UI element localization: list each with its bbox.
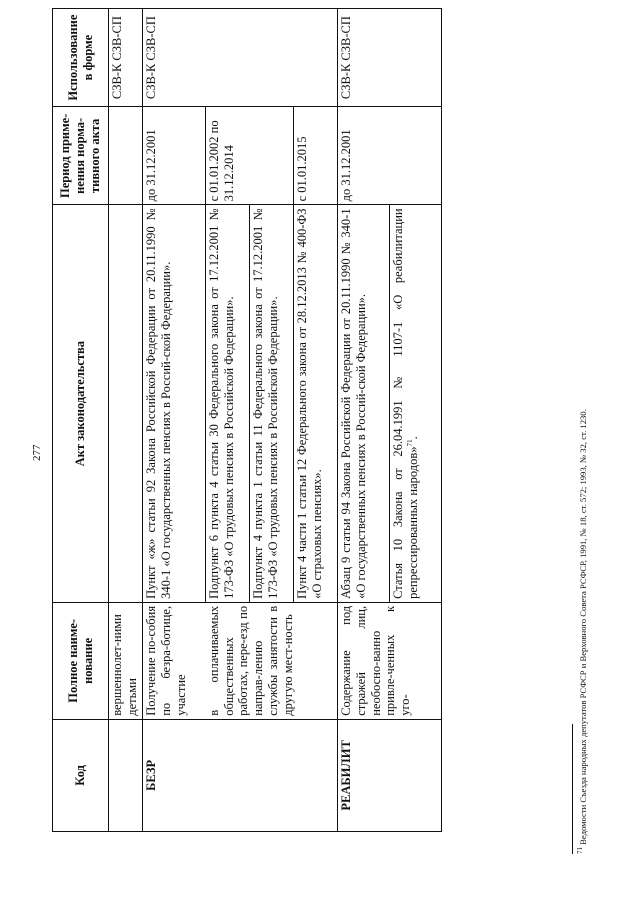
table-row-bezr-2	[206, 9, 250, 832]
cell-act-empty	[109, 205, 143, 602]
act-reabilit-2-text: Статья 10 Закона от 26.04.1991 № 1107-1 «О реабилитации репрессированных народов»	[390, 208, 420, 599]
cell-act-bezr-1: Пункт «ж» статьи 92 Закона Российской Федерации от 20.11.1990 № 340-1 «О государственных пенсиях в Россий-ской Федерации».	[143, 205, 206, 602]
act-reabilit-2-end: .	[405, 436, 420, 440]
footnote-text: Ведомости Съезда народных депутатов РСФСР и Верховного Совета РСФСР, 1991, № 18, ст. 572; 1993, № 32, ст. 1230.	[577, 409, 588, 847]
footnote-block	[560, 40, 600, 860]
footnote-rule	[572, 724, 573, 854]
header-full-name: Полное наиме-нование	[53, 602, 109, 719]
cell-usage-bezr: СЗВ-К СЗВ-СП	[143, 9, 338, 107]
cell-act-reabilit-2	[389, 205, 441, 602]
header-usage: Использование в форме	[53, 9, 109, 107]
footnote-mark: 71	[576, 847, 584, 854]
cell-usage-reabilit: СЗВ-К СЗВ-СП	[338, 9, 442, 107]
cell-usage-continuation: СЗВ-К СЗВ-СП	[109, 9, 143, 107]
cell-act-bezr-4: Пункт 4 части 1 статьи 12 Федерального закона от 28.12.2013 № 400-ФЗ «О страховых пенсиях».	[294, 205, 338, 602]
cell-code-bezr: БЕЗР	[143, 719, 338, 831]
cell-code-empty	[109, 719, 143, 831]
cell-full-name-continuation: вершеннолет-ними детьми	[109, 602, 143, 719]
table-row-reabilit-1	[338, 9, 390, 832]
header-code: Код	[53, 719, 109, 831]
table-row-bezr-1	[143, 9, 206, 832]
cell-full-name-bezr-1: Получение по-собия по безра-ботице, участие	[143, 602, 206, 719]
cell-period-bezr-1: до 31.12.2001	[143, 107, 206, 205]
legislation-table	[52, 8, 442, 832]
rotated-page	[52, 6, 450, 848]
cell-full-name-bezr-2: в оплачиваемых общественных работах, пере-езд по направ-лению службы занятости в другую мест-ность	[206, 602, 338, 719]
cell-period-reabilit: до 31.12.2001	[338, 107, 442, 205]
footnote-ref: 71	[405, 439, 414, 447]
cell-act-bezr-3: Подпункт 4 пункта 1 статьи 11 Федерального закона от 17.12.2001 № 173-ФЗ «О трудовых пенсиях в Российской Федерации».	[250, 205, 294, 602]
header-act: Акт законодательства	[53, 205, 109, 602]
cell-period-bezr-2: с 01.01.2002 по 31.12.2014	[206, 107, 294, 205]
footnote	[576, 409, 588, 854]
page-number: 277	[31, 444, 43, 461]
cell-period-bezr-4: с 01.01.2015	[294, 107, 338, 205]
cell-period-empty	[109, 107, 143, 205]
cell-full-name-reabilit: Содержание под стражей лиц, необосно-ванно привле-ченных к уго-	[338, 602, 442, 719]
table-header-row	[53, 9, 109, 832]
header-period: Период приме-нения норма-тивного акта	[53, 107, 109, 205]
cell-code-reabilit: РЕАБИЛИТ	[338, 719, 442, 831]
page-content	[52, 6, 450, 848]
table-row-continuation	[109, 9, 143, 832]
cell-act-reabilit-1: Абзац 9 статьи 94 Закона Российской Федерации от 20.11.1990 № 340-1 «О государственных пенсиях в Россий-ской Федерации».	[338, 205, 390, 602]
cell-act-bezr-2: Подпункт 6 пункта 4 статьи 30 Федерального закона от 17.12.2001 № 173-ФЗ «О трудовых пенсиях в Российской Федерации».	[206, 205, 250, 602]
